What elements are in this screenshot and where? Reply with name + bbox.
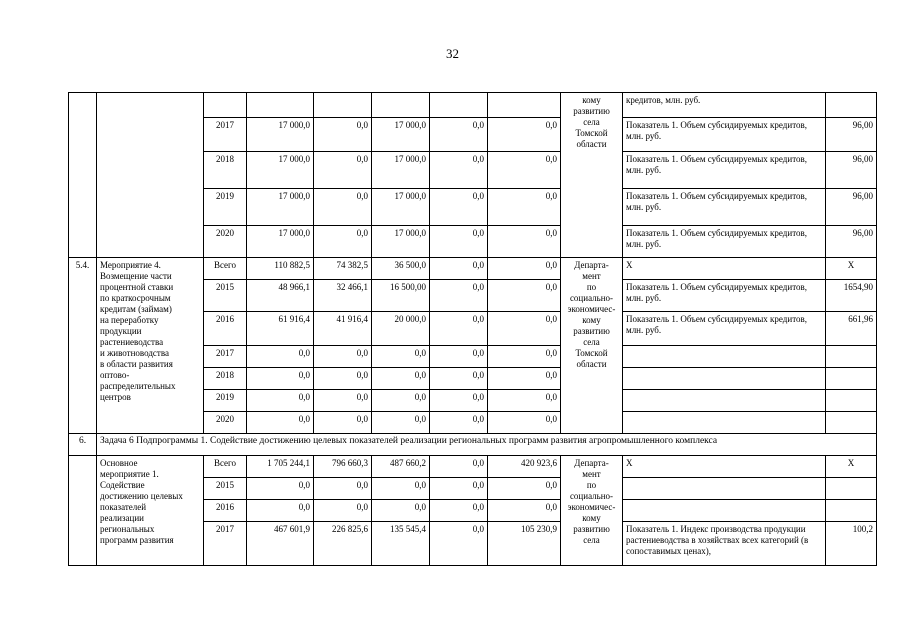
- indicator-cell: кредитов, млн. руб.: [623, 93, 826, 118]
- amount-cell: 0,0: [314, 390, 372, 412]
- amount-cell: 0,0: [430, 226, 488, 258]
- amount-cell: 0,0: [488, 478, 561, 500]
- measure-name-cell: [97, 93, 204, 258]
- amount-cell: 61 916,4: [247, 312, 314, 346]
- amount-cell: 110 882,5: [247, 258, 314, 280]
- year-cell: 2019: [204, 390, 247, 412]
- indicator-value-cell: 96,00: [826, 189, 877, 226]
- amount-cell: 0,0: [247, 412, 314, 434]
- amount-cell: 0,0: [314, 412, 372, 434]
- amount-cell: 32 466,1: [314, 280, 372, 312]
- amount-cell: 0,0: [488, 500, 561, 522]
- table-row: [69, 456, 877, 478]
- year-cell: [204, 93, 247, 118]
- indicator-value-cell: [826, 478, 877, 500]
- amount-cell: 0,0: [488, 368, 561, 390]
- amount-cell: 1 705 244,1: [247, 456, 314, 478]
- indicator-value-cell: 96,00: [826, 118, 877, 152]
- year-cell: 2017: [204, 522, 247, 566]
- amount-cell: 17 000,0: [247, 152, 314, 189]
- amount-cell: 0,0: [314, 500, 372, 522]
- year-cell: 2016: [204, 500, 247, 522]
- indicator-cell: [623, 346, 826, 368]
- amount-cell: 17 000,0: [372, 152, 430, 189]
- amount-cell: 0,0: [488, 412, 561, 434]
- indicator-cell: [623, 368, 826, 390]
- indicator-value-cell: 96,00: [826, 226, 877, 258]
- amount-cell: 0,0: [372, 478, 430, 500]
- measure-name-cell: Мероприятие 4. Возмещение части процентной ставки по краткосрочным кредитам (займам) на переработку продукции растениеводства и животноводства в области развития оптово- распределительных центров: [97, 258, 204, 434]
- amount-cell: 0,0: [247, 500, 314, 522]
- amount-cell: 0,0: [488, 118, 561, 152]
- amount-cell: 135 545,4: [372, 522, 430, 566]
- amount-cell: 226 825,6: [314, 522, 372, 566]
- year-cell: Всего: [204, 456, 247, 478]
- amount-cell: 0,0: [372, 412, 430, 434]
- amount-cell: 17 000,0: [372, 118, 430, 152]
- amount-cell: 74 382,5: [314, 258, 372, 280]
- year-cell: Всего: [204, 258, 247, 280]
- indicator-value-cell: 96,00: [826, 152, 877, 189]
- indicator-cell: Показатель 1. Объем субсидируемых кредитов, млн. руб.: [623, 118, 826, 152]
- amount-cell: 0,0: [430, 346, 488, 368]
- task-row: [69, 434, 877, 456]
- year-cell: 2018: [204, 152, 247, 189]
- indicator-value-cell: 100,2: [826, 522, 877, 566]
- amount-cell: 0,0: [372, 346, 430, 368]
- amount-cell: 16 500,00: [372, 280, 430, 312]
- amount-cell: 36 500,0: [372, 258, 430, 280]
- indicator-value-cell: X: [826, 456, 877, 478]
- department-cell: кому развитию села Томской области: [561, 93, 623, 258]
- amount-cell: [430, 93, 488, 118]
- task-title-cell: Задача 6 Подпрограммы 1. Содействие достижению целевых показателей реализации региональных программ развития агропромышленного комплекса: [97, 434, 877, 456]
- indicator-value-cell: [826, 346, 877, 368]
- table-row: [69, 93, 877, 118]
- year-cell: 2018: [204, 368, 247, 390]
- amount-cell: 0,0: [430, 500, 488, 522]
- amount-cell: 105 230,9: [488, 522, 561, 566]
- amount-cell: 796 660,3: [314, 456, 372, 478]
- year-cell: 2015: [204, 280, 247, 312]
- amount-cell: 17 000,0: [372, 189, 430, 226]
- amount-cell: 48 966,1: [247, 280, 314, 312]
- amount-cell: 0,0: [488, 226, 561, 258]
- indicator-value-cell: [826, 368, 877, 390]
- indicator-cell: X: [623, 258, 826, 280]
- task-number-cell: 6.: [69, 434, 97, 456]
- amount-cell: 487 660,2: [372, 456, 430, 478]
- indicator-cell: Показатель 1. Объем субсидируемых кредитов, млн. руб.: [623, 226, 826, 258]
- amount-cell: 0,0: [247, 390, 314, 412]
- amount-cell: 17 000,0: [247, 226, 314, 258]
- indicator-cell: Показатель 1. Объем субсидируемых кредитов, млн. руб.: [623, 312, 826, 346]
- amount-cell: 0,0: [430, 390, 488, 412]
- indicator-value-cell: [826, 412, 877, 434]
- amount-cell: 0,0: [314, 226, 372, 258]
- amount-cell: [372, 93, 430, 118]
- indicator-cell: Показатель 1. Индекс производства продукции растениеводства в хозяйствах всех категорий (в сопоставимых ценах),: [623, 522, 826, 566]
- amount-cell: 0,0: [430, 456, 488, 478]
- indicator-cell: Показатель 1. Объем субсидируемых кредитов, млн. руб.: [623, 152, 826, 189]
- amount-cell: 420 923,6: [488, 456, 561, 478]
- indicator-cell: Показатель 1. Объем субсидируемых кредитов, млн. руб.: [623, 189, 826, 226]
- indicator-cell: [623, 478, 826, 500]
- amount-cell: 0,0: [488, 390, 561, 412]
- amount-cell: 0,0: [430, 258, 488, 280]
- amount-cell: 0,0: [488, 152, 561, 189]
- amount-cell: 0,0: [488, 346, 561, 368]
- amount-cell: 0,0: [314, 368, 372, 390]
- year-cell: 2016: [204, 312, 247, 346]
- year-cell: 2019: [204, 189, 247, 226]
- department-cell: Департа- мент по социально- экономичес- кому развитию села: [561, 456, 623, 566]
- amount-cell: 20 000,0: [372, 312, 430, 346]
- amount-cell: 0,0: [430, 522, 488, 566]
- department-cell: Департа- мент по социально- экономичес- кому развитию села Томской области: [561, 258, 623, 434]
- indicator-cell: Показатель 1. Объем субсидируемых кредитов, млн. руб.: [623, 280, 826, 312]
- program-table: [68, 92, 877, 566]
- amount-cell: [314, 93, 372, 118]
- amount-cell: 467 601,9: [247, 522, 314, 566]
- page-number: 32: [446, 46, 459, 61]
- amount-cell: 0,0: [247, 478, 314, 500]
- measure-name-cell: Основное мероприятие 1. Содействие достижению целевых показателей реализации региональных программ развития: [97, 456, 204, 566]
- indicator-cell: X: [623, 456, 826, 478]
- amount-cell: 0,0: [372, 368, 430, 390]
- amount-cell: 0,0: [488, 258, 561, 280]
- amount-cell: 0,0: [430, 118, 488, 152]
- amount-cell: 0,0: [372, 390, 430, 412]
- amount-cell: 0,0: [430, 280, 488, 312]
- year-cell: 2015: [204, 478, 247, 500]
- amount-cell: 41 916,4: [314, 312, 372, 346]
- indicator-value-cell: [826, 390, 877, 412]
- amount-cell: 0,0: [314, 152, 372, 189]
- table-row: [69, 258, 877, 280]
- amount-cell: 0,0: [430, 478, 488, 500]
- amount-cell: 0,0: [430, 412, 488, 434]
- year-cell: 2017: [204, 346, 247, 368]
- amount-cell: 0,0: [430, 189, 488, 226]
- amount-cell: 0,0: [488, 312, 561, 346]
- item-number-cell: 5.4.: [69, 258, 97, 434]
- amount-cell: 0,0: [372, 500, 430, 522]
- amount-cell: 0,0: [314, 118, 372, 152]
- amount-cell: [488, 93, 561, 118]
- indicator-value-cell: [826, 93, 877, 118]
- indicator-value-cell: 1654,90: [826, 280, 877, 312]
- amount-cell: 0,0: [314, 346, 372, 368]
- amount-cell: 0,0: [488, 280, 561, 312]
- amount-cell: 0,0: [314, 478, 372, 500]
- amount-cell: 0,0: [314, 189, 372, 226]
- amount-cell: 0,0: [430, 312, 488, 346]
- amount-cell: 17 000,0: [247, 189, 314, 226]
- item-number-cell: [69, 456, 97, 566]
- amount-cell: 0,0: [247, 368, 314, 390]
- year-cell: 2020: [204, 226, 247, 258]
- amount-cell: 0,0: [247, 346, 314, 368]
- amount-cell: 0,0: [430, 152, 488, 189]
- indicator-value-cell: X: [826, 258, 877, 280]
- indicator-value-cell: [826, 500, 877, 522]
- year-cell: 2020: [204, 412, 247, 434]
- indicator-value-cell: 661,96: [826, 312, 877, 346]
- indicator-cell: [623, 390, 826, 412]
- indicator-cell: [623, 412, 826, 434]
- indicator-cell: [623, 500, 826, 522]
- amount-cell: 17 000,0: [247, 118, 314, 152]
- year-cell: 2017: [204, 118, 247, 152]
- amount-cell: 17 000,0: [372, 226, 430, 258]
- amount-cell: [247, 93, 314, 118]
- item-number-cell: [69, 93, 97, 258]
- amount-cell: 0,0: [430, 368, 488, 390]
- amount-cell: 0,0: [488, 189, 561, 226]
